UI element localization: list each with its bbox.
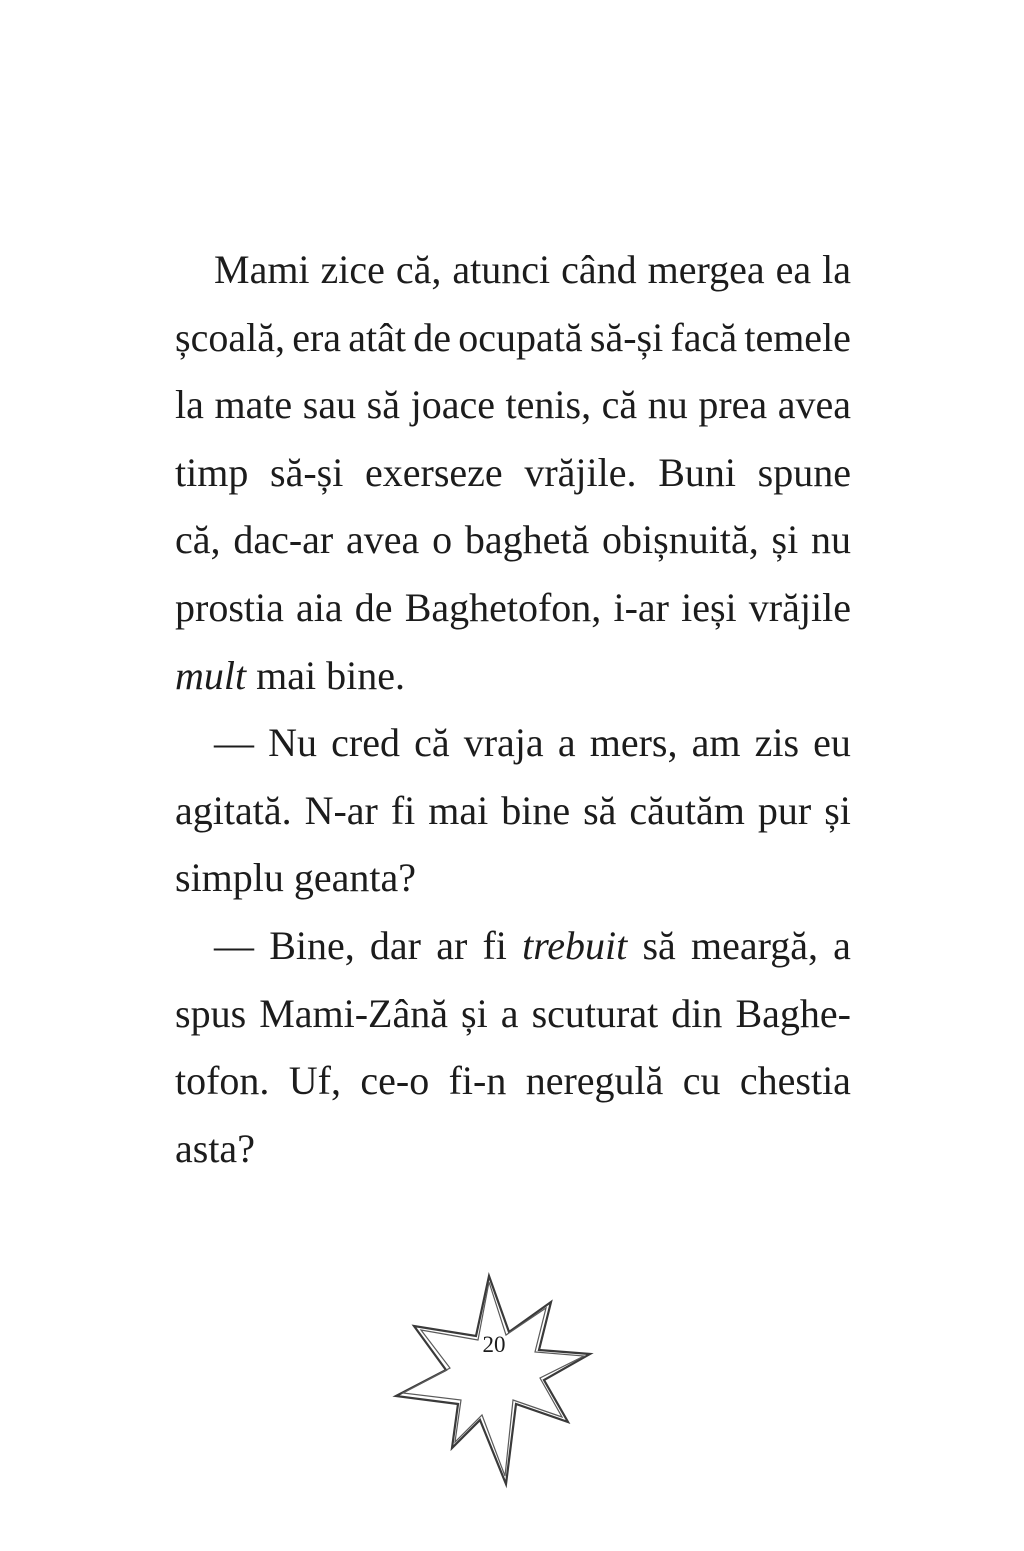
text-line (175, 371, 851, 439)
text-line (175, 912, 851, 980)
word: o (432, 517, 453, 563)
word: de (413, 314, 452, 360)
word: — (214, 922, 254, 968)
word: ieși (681, 584, 737, 630)
word: să (583, 787, 617, 833)
text-line (175, 844, 851, 912)
word: N-ar (304, 787, 378, 833)
word: chestia (739, 1058, 851, 1104)
word: zis (754, 720, 800, 766)
word: obișnuită, (602, 517, 759, 563)
text-line (175, 439, 851, 507)
word: baghetă (464, 517, 590, 563)
word: mai (256, 652, 317, 698)
word: facă (670, 314, 738, 360)
word: era (292, 314, 342, 360)
word: — (214, 720, 254, 766)
page-number: 20 (482, 1332, 506, 1357)
word: că (414, 720, 450, 766)
word: dac-ar (233, 517, 334, 563)
word: temele (744, 314, 851, 360)
word: fi (390, 787, 416, 833)
word: că, (175, 517, 221, 563)
word: prea (698, 382, 768, 428)
word: avea (777, 382, 851, 428)
page-number-ornament (392, 1272, 596, 1490)
word: pur (757, 787, 812, 833)
word: dar (369, 922, 421, 968)
word: bine (501, 787, 571, 833)
text-line (175, 1115, 851, 1183)
word: am (691, 720, 741, 766)
word: cred (331, 720, 400, 766)
word: la (822, 247, 851, 292)
word: asta? (175, 1125, 255, 1171)
text-line (175, 709, 851, 777)
word: tofon. (175, 1058, 270, 1104)
word: ea (775, 247, 812, 292)
word: avea (346, 517, 420, 563)
word: Baghetofon, (404, 584, 602, 630)
word: fi (482, 922, 507, 968)
word: Baghe- (735, 990, 851, 1036)
word: că (601, 382, 638, 428)
text-line (175, 777, 851, 845)
word: Uf, (288, 1058, 342, 1104)
word: i-ar (613, 584, 669, 630)
word: neregulă (525, 1058, 664, 1104)
word: Buni (658, 449, 736, 495)
word: eu (813, 720, 851, 766)
word: tenis, (505, 382, 592, 428)
word: că, (395, 247, 442, 292)
word: ar (436, 922, 468, 968)
word: căutăm (629, 787, 745, 833)
word: prostia (175, 584, 284, 630)
word: nu (811, 517, 851, 563)
word: simplu (175, 855, 284, 901)
word: aia (296, 584, 343, 630)
word: mergea (647, 247, 765, 292)
text-line (175, 236, 851, 304)
text-line (175, 506, 851, 574)
word: să-și (589, 314, 664, 360)
word: Nu (268, 720, 318, 766)
text-line (175, 980, 851, 1048)
word: Bine, (269, 922, 355, 968)
word: la (175, 382, 204, 428)
word: să (642, 922, 676, 968)
word: atunci (452, 247, 551, 292)
word: ocupată (458, 314, 583, 360)
word: de (354, 584, 393, 630)
word: zice (320, 247, 385, 292)
word: spus (175, 990, 247, 1036)
word: să (366, 382, 400, 428)
word: Mami-Zână (259, 990, 448, 1036)
word: exerseze (365, 449, 503, 495)
word: vrăjile (748, 584, 851, 630)
word: mate (214, 382, 293, 428)
word: nu (647, 382, 688, 428)
word: și (461, 990, 488, 1036)
word: agitată. (175, 787, 292, 833)
word: a (557, 720, 576, 766)
text-line (175, 1047, 851, 1115)
word: să-și (270, 449, 344, 495)
word: vrăjile. (524, 449, 637, 495)
word: din (671, 990, 723, 1036)
text-line (175, 574, 851, 642)
word: fi-n (448, 1058, 507, 1104)
word: ce-o (360, 1058, 430, 1104)
word: mers, (589, 720, 678, 766)
word: și (824, 787, 851, 833)
word: atât (348, 314, 407, 360)
text-line (175, 642, 851, 710)
word: mult (175, 652, 247, 698)
word: sau (302, 382, 357, 428)
word: școală, (175, 314, 285, 360)
word: scuturat (531, 990, 659, 1036)
word: joace (410, 382, 495, 428)
word: bine. (326, 652, 405, 698)
word: și (771, 517, 799, 563)
word: Mami (214, 247, 310, 292)
word: mai (428, 787, 489, 833)
word: trebuit (522, 922, 628, 968)
word: când (561, 247, 637, 292)
word: cu (682, 1058, 721, 1104)
word: spune (757, 449, 851, 495)
star-icon (392, 1272, 596, 1490)
word: vraja (463, 720, 544, 766)
word: a (500, 990, 519, 1036)
word: meargă, (690, 922, 818, 968)
word: timp (175, 449, 249, 495)
text-line (175, 304, 851, 372)
word: a (833, 922, 851, 968)
body-text (175, 236, 851, 1182)
word: geanta? (293, 855, 417, 901)
